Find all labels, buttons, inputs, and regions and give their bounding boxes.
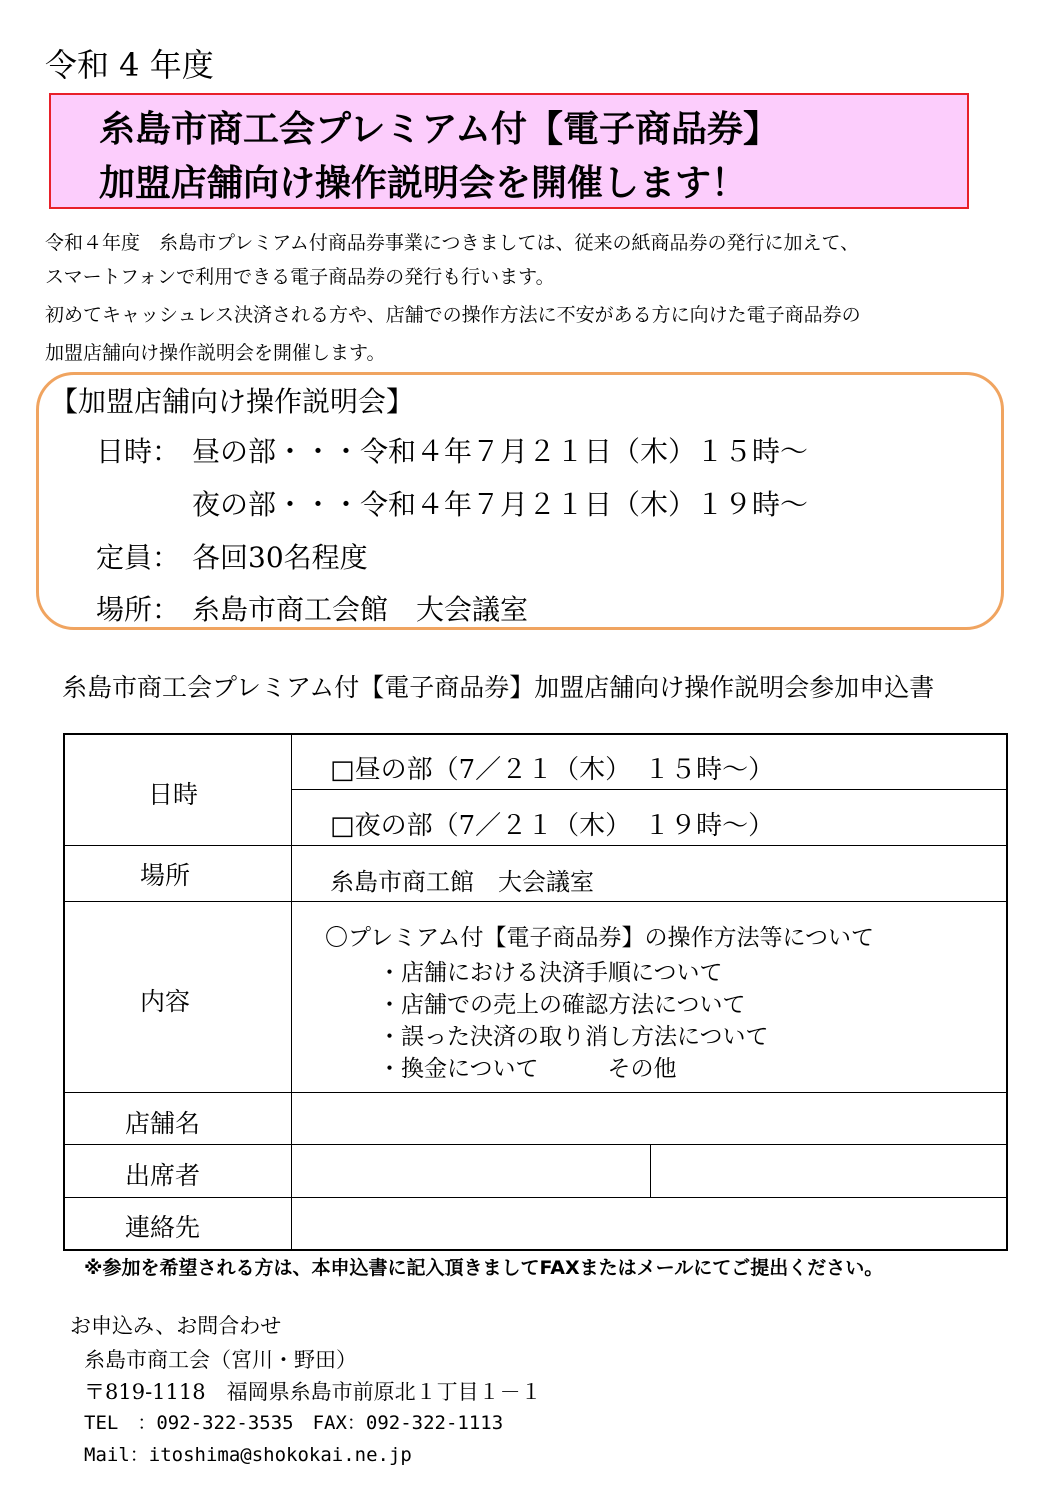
content-heading: 〇プレミアム付【電子商品券】の操作方法等について (325, 925, 875, 951)
attendee-divider (650, 1145, 651, 1197)
form-title: 糸島市商工会プレミアム付【電子商品券】加盟店舗向け操作説明会参加申込書 (62, 673, 935, 702)
content-item-3: ・誤った決済の取り消し方法について (378, 1024, 769, 1050)
title-line-2: 加盟店舗向け操作説明会を開催します！ (99, 163, 748, 204)
form-place-label: 場所 (140, 861, 191, 890)
fiscal-year: 令和 4 年度 (45, 46, 214, 84)
contact-heading: お申込み、お問合わせ (70, 1314, 282, 1338)
info-capacity: 各回30名程度 (192, 541, 368, 574)
option-night[interactable] (330, 805, 774, 842)
info-place-label: 場所： (96, 593, 181, 626)
form-place-value: 糸島市商工館 大会議室 (330, 868, 594, 896)
contact-field[interactable] (292, 1199, 1004, 1247)
info-capacity-label: 定員： (96, 541, 181, 574)
form-attendee-label: 出席者 (125, 1161, 201, 1190)
attendee-field-1[interactable] (292, 1146, 646, 1194)
content-item-4: ・換金について その他 (378, 1056, 677, 1082)
title-line-1: 糸島市商工会プレミアム付【電子商品券】 (99, 109, 780, 150)
checkbox-night[interactable]: □ (330, 811, 355, 841)
row-divider (65, 901, 1006, 902)
info-datetime-label: 日時： (96, 435, 181, 468)
form-content-label: 内容 (140, 987, 191, 1016)
shop-name-field[interactable] (292, 1094, 1004, 1142)
row-divider-options (291, 789, 1006, 790)
contact-org: 糸島市商工会（宮川・野田） (84, 1348, 357, 1372)
option-day-label: 昼の部（7／２１（木） １５時～） (354, 755, 775, 785)
contact-mail: Mail：itoshima@shokokai.ne.jp (84, 1444, 412, 1466)
info-session-night: 夜の部・・・令和４年７月２１日（木）１９時～ (192, 488, 809, 521)
row-divider (65, 1092, 1006, 1093)
intro-line-1: 令和４年度 糸島市プレミアム付商品券事業につきましては、従来の紙商品券の発行に加えて、 (45, 232, 860, 254)
row-divider (65, 1144, 1006, 1145)
info-session-day: 昼の部・・・令和４年７月２１日（木）１５時～ (192, 435, 809, 468)
info-place: 糸島市商工会館 大会議室 (192, 593, 529, 626)
submission-note: ※参加を希望される方は、本申込書に記入頂きましてFAXまたはメールにてご提出ください。 (84, 1257, 884, 1279)
form-shop-label: 店舗名 (125, 1109, 201, 1138)
intro-line-2: スマートフォンで利用できる電子商品券の発行も行います。 (45, 266, 555, 288)
row-divider (65, 845, 1006, 846)
intro-line-3: 初めてキャッシュレス決済される方や、店舗での操作方法に不安がある方に向けた電子商品券の (45, 304, 861, 326)
attendee-field-2[interactable] (652, 1146, 1004, 1194)
row-divider (65, 1197, 1006, 1198)
contact-phone: TEL ：092-322-3535 FAX：092-322-1113 (84, 1412, 504, 1434)
info-heading: 【加盟店舗向け操作説明会】 (50, 385, 415, 418)
content-item-2: ・店舗での売上の確認方法について (378, 992, 746, 1018)
form-datetime-label: 日時 (148, 780, 199, 809)
option-night-label: 夜の部（7／２１（木） １９時～） (354, 811, 775, 841)
title-banner (49, 93, 969, 209)
contact-address: 〒819-1118 福岡県糸島市前原北１丁目１－１ (84, 1380, 542, 1404)
intro-line-4: 加盟店舗向け操作説明会を開催します。 (45, 342, 386, 364)
form-contact-label: 連絡先 (125, 1213, 201, 1242)
option-day[interactable] (330, 749, 774, 786)
content-item-1: ・店舗における決済手順について (378, 960, 723, 986)
checkbox-day[interactable]: □ (330, 755, 355, 785)
